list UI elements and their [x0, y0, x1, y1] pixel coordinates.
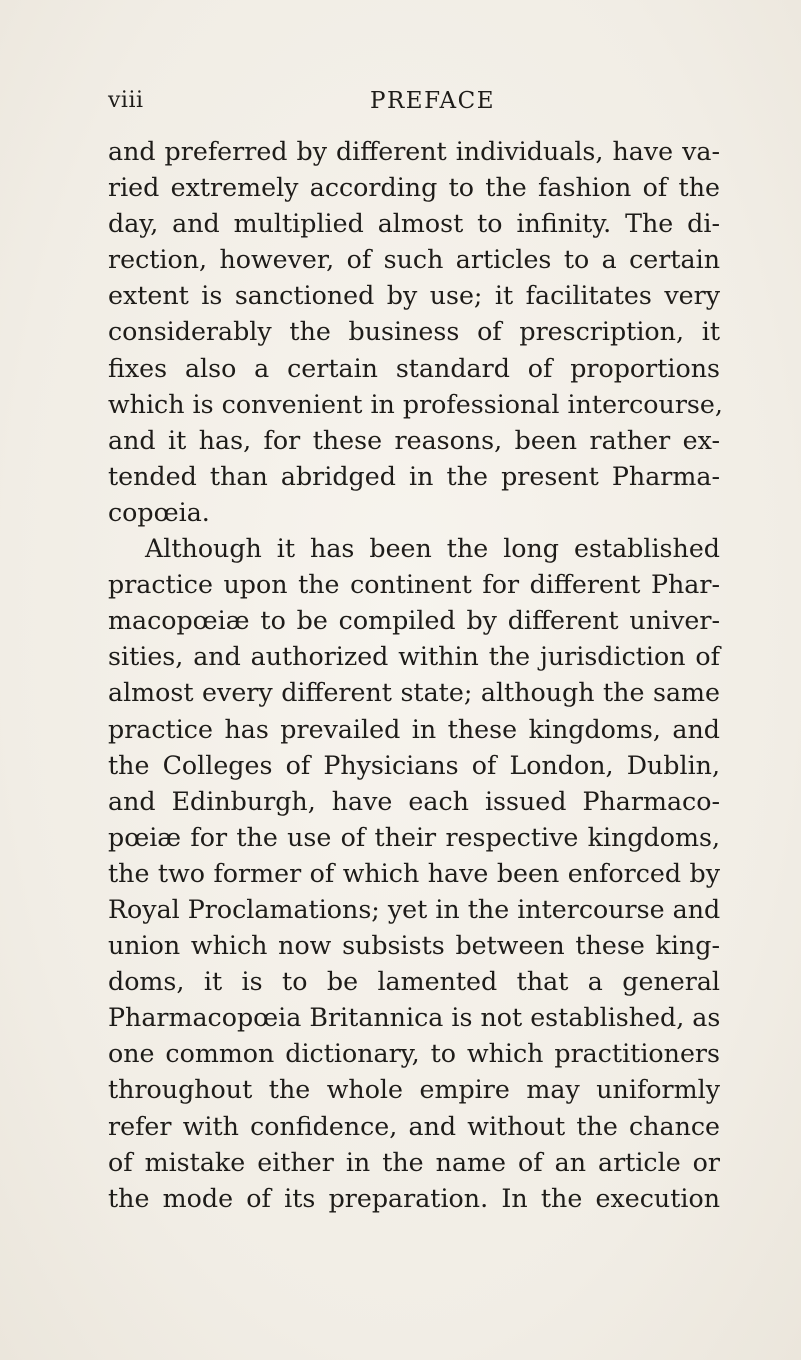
text-line: almost every different state; although the same	[108, 678, 720, 708]
text-line: practice has prevailed in these kingdoms, and	[108, 714, 720, 744]
text-line: practice upon the continent for different Phar-	[108, 570, 720, 600]
text-line: extent is sanctioned by use; it facilitates very	[108, 281, 720, 311]
text-line: the mode of its preparation. In the execution	[108, 1183, 720, 1213]
text-line: ried extremely according to the fashion of the	[108, 173, 720, 203]
text-line: fixes also a certain standard of proportions	[108, 353, 720, 383]
text-line: rection, however, of such articles to a certain	[108, 245, 720, 275]
running-head: PREFACE	[370, 88, 496, 114]
text-line: union which now subsists between these king-	[108, 931, 720, 961]
text-line: macopœiæ to be compiled by different univer-	[108, 606, 720, 636]
text-line: and Edinburgh, have each issued Pharmaco-	[108, 786, 720, 816]
text-line: and preferred by different individuals, have va-	[108, 137, 720, 166]
text-line: of mistake either in the name of an article or	[108, 1147, 720, 1177]
text-line: the two former of which have been enforced by	[108, 858, 720, 888]
text-line: Pharmacopœia Britannica is not established, as	[108, 1003, 721, 1033]
text-line: and it has, for these reasons, been rather ex-	[108, 425, 720, 455]
body-text	[108, 134, 723, 1217]
text-line: Royal Proclamations; yet in the intercourse and	[108, 894, 721, 924]
text-line: day, and multiplied almost to infinity. The di-	[108, 209, 720, 239]
text-line: one common dictionary, to which practitioners	[108, 1039, 720, 1069]
text-line: sities, and authorized within the jurisdiction of	[108, 642, 720, 672]
page-header	[108, 88, 728, 122]
text-line: tended than abridged in the present Pharma-	[108, 461, 720, 491]
text-line: which is convenient in professional intercourse,	[108, 389, 723, 419]
text-line: refer with confidence, and without the chance	[108, 1111, 720, 1141]
text-line: considerably the business of prescription, it	[108, 317, 720, 347]
page-number: viii	[108, 88, 144, 113]
paragraph-first-line: Although it has been the long established	[145, 534, 720, 564]
text-line: doms, it is to be lamented that a general	[108, 967, 720, 997]
text-line: pœiæ for the use of their respective kingdoms,	[108, 822, 720, 852]
text-line: the Colleges of Physicians of London, Dublin,	[108, 750, 720, 780]
text-line: copœia.	[108, 497, 210, 527]
text-line: throughout the whole empire may uniformly	[108, 1075, 720, 1105]
